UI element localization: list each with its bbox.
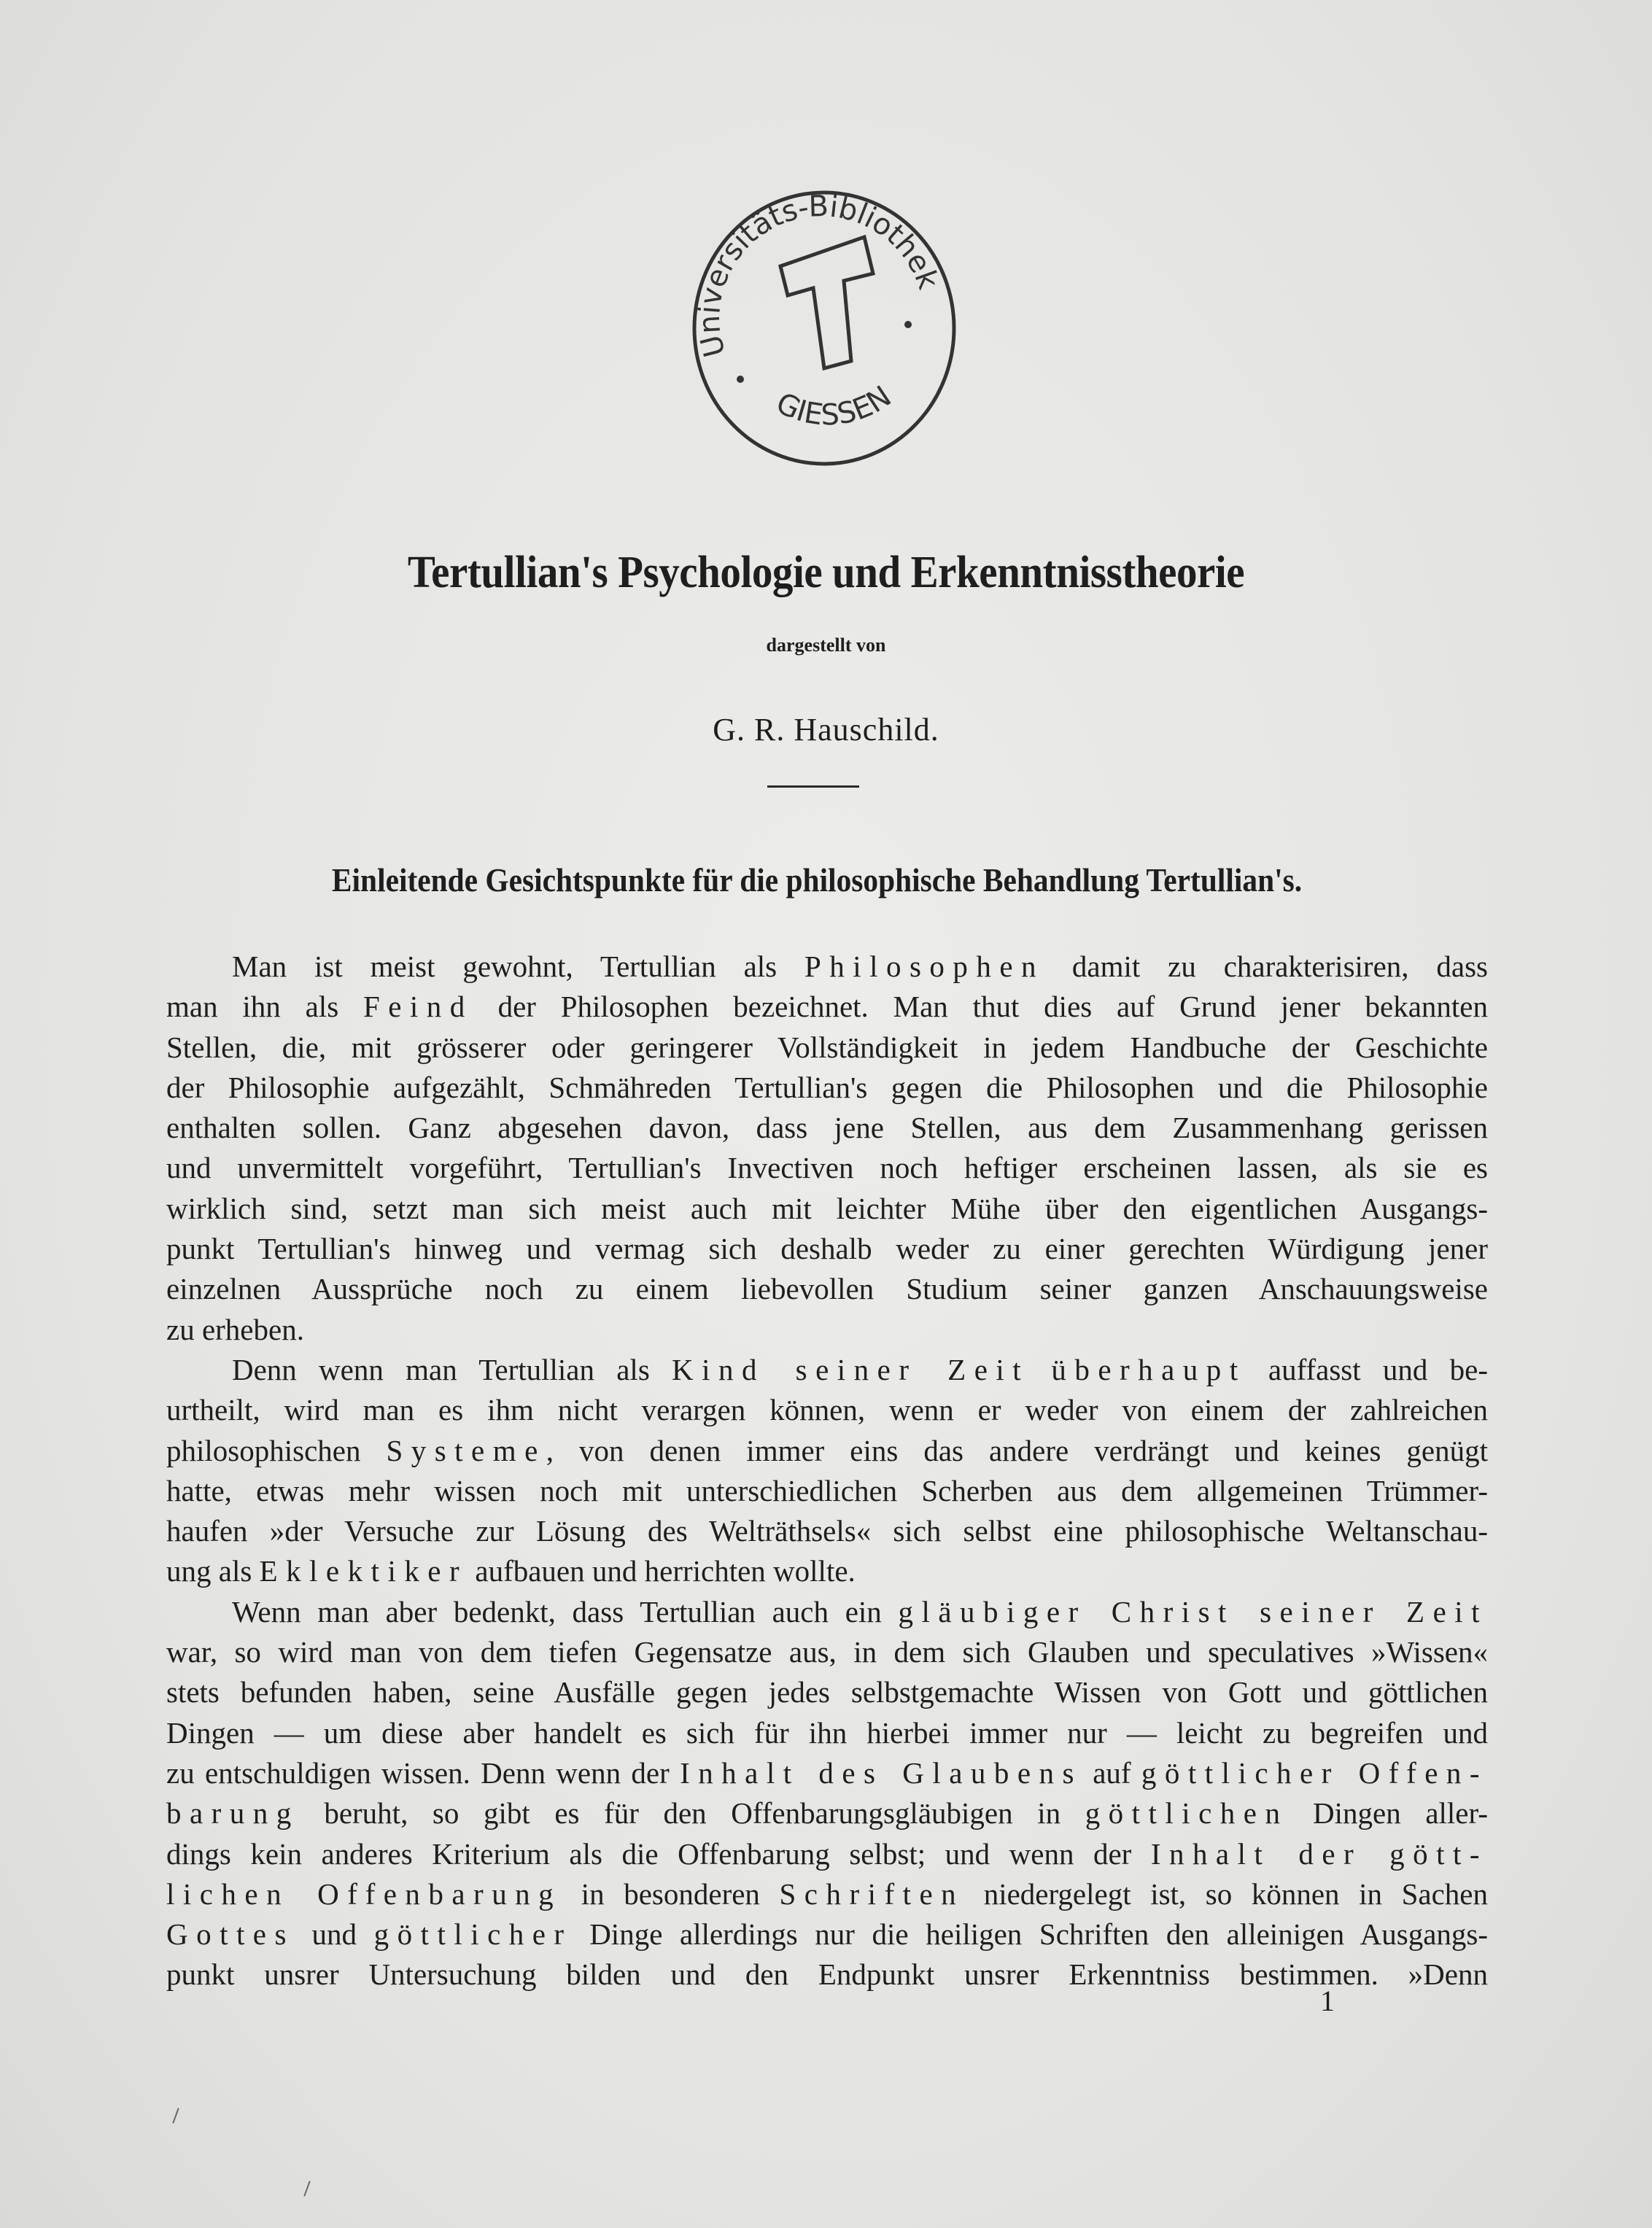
stamp-bottom-text: GIESSEN: [770, 379, 898, 432]
text-segment: beruht, so gibt es für den Offenbarungsgläubigen in: [299, 1796, 1085, 1831]
text-line: [166, 1874, 1488, 1914]
text-segment: auffasst und be-: [1246, 1352, 1488, 1386]
text-segment: in besonderen: [562, 1876, 780, 1911]
text-line: [166, 1148, 1488, 1188]
text-segment: ung als: [166, 1554, 260, 1588]
spaced-emphasis: Schriften: [779, 1876, 965, 1911]
text-line: [166, 1431, 1488, 1471]
text-segment: Denn wenn man Tertullian als: [232, 1352, 672, 1386]
text-segment: Wenn man aber bedenkt, dass Tertullian auch ein: [232, 1594, 899, 1629]
text-segment: philosophischen: [166, 1433, 387, 1467]
text-line: [166, 1753, 1488, 1793]
text-segment: man ihn als: [166, 990, 363, 1024]
text-segment: wirklich sind, setzt man sich meist auch mit leichter Mühe über den eigentlichen Ausgangs-: [166, 1191, 1488, 1225]
tau-cross-emblem: [780, 237, 873, 368]
library-stamp: [682, 186, 966, 470]
text-line: [166, 1108, 1488, 1148]
spaced-emphasis: überhaupt: [1051, 1352, 1246, 1386]
text-segment: urtheilt, wird man es ihm nicht verargen können, wenn er weder von einem der zahlreichen: [166, 1393, 1488, 1427]
stamp-dot-icon: [737, 376, 744, 383]
text-line: [166, 1551, 1488, 1591]
text-segment: war, so wird man von dem tiefen Gegensatze aus, in dem sich Glauben und speculatives »Wissen«: [166, 1635, 1488, 1669]
spaced-emphasis: Inhalt der gött-: [1150, 1836, 1488, 1871]
text-line: [166, 1269, 1488, 1309]
spaced-emphasis: Eklektiker: [259, 1554, 468, 1588]
author-name: G. R. Hauschild.: [713, 712, 939, 748]
text-segment: Stellen, die, mit grösserer oder geringerer Vollständigkeit in jedem Handbuche der Geschichte: [166, 1030, 1488, 1064]
text-line: [166, 947, 1488, 987]
text-segment: und: [294, 1917, 374, 1952]
body-text: [166, 947, 1488, 1995]
text-segment: der Philosophen bezeichnet. Man thut dies auf Grund jener bekannten: [473, 990, 1488, 1024]
text-line: [166, 1592, 1488, 1632]
text-line: [166, 1350, 1488, 1390]
text-line: [166, 1632, 1488, 1672]
text-segment: [1029, 1353, 1051, 1386]
text-segment: hatte, etwas mehr wissen noch mit unterschiedlichen Scherben aus dem allgemeinen Trümmer-: [166, 1473, 1488, 1507]
text-segment: punkt unsrer Untersuchung bilden und den Endpunkt unsrer Erkenntniss bestimmen. »Denn: [166, 1957, 1488, 1992]
text-line: [166, 1310, 1488, 1350]
text-segment: einzelnen Aussprüche noch zu einem liebevollen Studium seiner ganzen Anschauungsweise: [166, 1272, 1488, 1306]
spaced-emphasis: göttlicher Offen-: [1141, 1755, 1488, 1790]
text-line: [166, 1390, 1488, 1430]
text-segment: Dingen aller-: [1288, 1796, 1488, 1831]
spaced-emphasis: göttlichen: [1085, 1796, 1289, 1831]
text-line: [166, 1189, 1488, 1229]
stamp-top-text: Universitäts-Bibliothek: [692, 190, 945, 361]
spaced-emphasis: Feind: [362, 990, 473, 1024]
text-segment: stets befunden haben, seine Ausfälle gegen jedes selbstgemachte Wissen von Gott und göttlichen: [166, 1675, 1488, 1709]
text-segment: zu entschuldigen wissen. Denn wenn der: [166, 1755, 680, 1790]
spaced-emphasis: Kind seiner Zeit: [672, 1352, 1030, 1386]
text-segment: Man ist meist gewohnt, Tertullian als: [232, 950, 804, 983]
text-line: [166, 1955, 1488, 1995]
text-line: [166, 1672, 1488, 1712]
text-segment: dings kein anderes Kriterium als die Offenbarung selbst; und wenn der: [166, 1836, 1151, 1871]
text-segment: aufbauen und herrichten wollte.: [468, 1554, 856, 1588]
text-segment: und unvermittelt vorgeführt, Tertullian's Invectiven noch heftiger erscheinen lassen, als sie es: [166, 1151, 1488, 1185]
text-line: [166, 1068, 1488, 1108]
spaced-emphasis: barung: [166, 1796, 300, 1831]
text-segment: punkt Tertullian's hinweg und vermag sich deshalb weder zu einer gerechten Würdigung jener: [166, 1232, 1488, 1266]
spaced-emphasis: Gottes: [166, 1917, 295, 1952]
text-line: [166, 1834, 1488, 1874]
page-title: Tertullian's Psychologie und Erkenntnisstheorie: [407, 548, 1245, 597]
byline: dargestellt von: [766, 634, 886, 656]
text-segment: zu erheben.: [166, 1312, 304, 1346]
page-number: 1: [1320, 1984, 1335, 2017]
spaced-emphasis: gläubiger Christ seiner Zeit: [898, 1594, 1488, 1629]
text-line: [166, 987, 1488, 1027]
section-heading: Einleitende Gesichtspunkte für die philosophische Behandlung Tertullian's.: [331, 861, 1303, 898]
text-line: [166, 1471, 1488, 1511]
text-segment: Dingen — um diese aber handelt es sich für ihn hierbei immer nur — leicht zu begreifen und: [166, 1715, 1488, 1750]
stamp-dot-icon: [904, 321, 912, 328]
text-segment: auf: [1082, 1755, 1141, 1790]
text-line: [166, 1914, 1488, 1955]
text-segment: der Philosophie aufgezählt, Schmähreden Tertullian's gegen die Philosophen und die Philosophie: [166, 1070, 1488, 1104]
text-line: [166, 1229, 1488, 1269]
spaced-emphasis: Systeme: [386, 1433, 546, 1467]
spaced-emphasis: Philosophen: [804, 950, 1045, 983]
text-line: [166, 1028, 1488, 1068]
text-line: [166, 1793, 1488, 1833]
text-segment: , von denen immer eins das andere verdrängt und keines genügt: [546, 1433, 1488, 1467]
divider-rule: [767, 785, 859, 788]
text-segment: niedergelegt ist, so können in Sachen: [964, 1876, 1488, 1911]
spaced-emphasis: lichen Offenbarung: [166, 1876, 562, 1911]
text-line: [166, 1511, 1488, 1551]
text-segment: damit zu charakterisiren, dass: [1044, 950, 1488, 983]
text-line: [166, 1713, 1488, 1753]
text-segment: haufen »der Versuche zur Lösung des Welträthsels« sich selbst eine philosophische Weltanschau-: [166, 1514, 1488, 1548]
text-segment: Dinge allerdings nur die heiligen Schriften den alleinigen Ausgangs-: [572, 1917, 1488, 1952]
spaced-emphasis: göttlicher: [373, 1917, 573, 1952]
spaced-emphasis: Inhalt des Glaubens: [680, 1755, 1082, 1790]
text-segment: enthalten sollen. Ganz abgesehen davon, dass jene Stellen, aus dem Zusammenhang gerissen: [166, 1111, 1488, 1145]
